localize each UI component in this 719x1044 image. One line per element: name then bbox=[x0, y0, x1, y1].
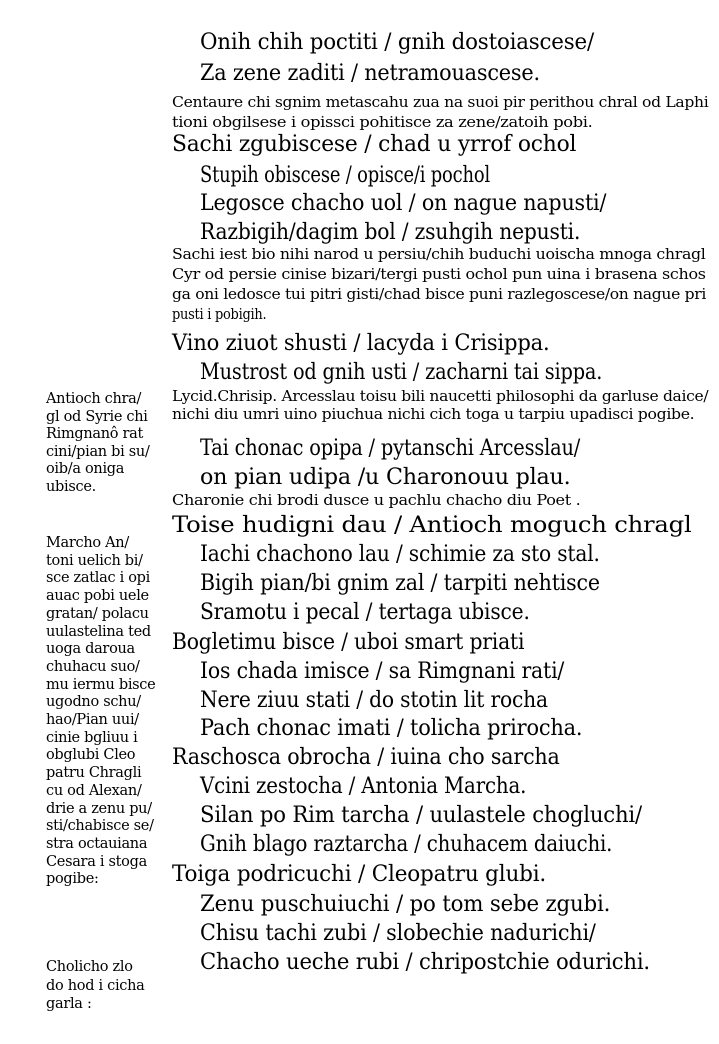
commentary-line: Centaure chi sgnim metascahu zua na suoi pir perithou chral od Laphi bbox=[172, 95, 709, 111]
margin-note-line: Marcho An/ bbox=[46, 535, 129, 551]
verse-line: Vcini zestocha / Antonia Marcha. bbox=[200, 774, 527, 799]
verse-line: Razbigih/dagim bol / zsuhgih nepusti. bbox=[200, 220, 581, 245]
margin-note-line: ugodno schu/ bbox=[46, 694, 141, 711]
margin-note-line: pogibe: bbox=[46, 871, 99, 888]
verse-line: Zenu puschuiuchi / po tom sebe zgubi. bbox=[200, 892, 611, 917]
verse-line: Bogletimu bisce / uboi smart priati bbox=[172, 630, 525, 655]
verse-line: Chisu tachi zubi / slobechie nadurichi/ bbox=[200, 921, 596, 946]
commentary-line: Charonie chi brodi dusce u pachlu chacho diu Poet . bbox=[172, 493, 581, 509]
margin-note-line: patru Chragli bbox=[46, 765, 142, 782]
commentary-line: ga oni ledosce tui pitri gisti/chad bisce puni razlegoscese/on nague pri bbox=[172, 287, 706, 303]
commentary-line: tioni obgilsese i opissci pohitisce za zene/zatoih pobi. bbox=[172, 115, 593, 131]
verse-line: Nere ziuu stati / do stotin lit rocha bbox=[200, 688, 548, 713]
margin-note-line: auac pobi uele bbox=[46, 588, 149, 605]
verse-line: Sachi zgubiscese / chad u yrrof ochol bbox=[172, 132, 577, 157]
margin-note-line: Rimgnanô rat bbox=[46, 426, 144, 443]
margin-note-line: sti/chabisce se/ bbox=[46, 818, 154, 835]
margin-note-line: gratan/ polacu bbox=[46, 605, 149, 622]
commentary-line: nichi diu umri uino piuchua nichi cich toga u tarpiu upadisci pogibe. bbox=[172, 407, 695, 423]
margin-note-line: Cesara i stoga bbox=[46, 853, 147, 870]
verse-line: Raschosca obrocha / iuina cho sarcha bbox=[172, 745, 560, 770]
verse-line: Legosce chacho uol / on nague napusti/ bbox=[200, 191, 607, 216]
commentary-line: Sachi iest bio nihi narod u persiu/chih buduchi uoischa mnoga chragl bbox=[172, 247, 706, 263]
verse-line: Onih chih poctiti / gnih dostoiascese/ bbox=[200, 30, 594, 55]
margin-note-line: cini/pian bi su/ bbox=[46, 443, 150, 460]
commentary-line: Lycid.Chrisip. Arcesslau toisu bili naucetti philosophi da garluse daice/ bbox=[172, 389, 709, 405]
margin-note-line: obglubi Cleo bbox=[46, 747, 136, 764]
margin-note-line: drie a zenu pu/ bbox=[46, 800, 152, 817]
margin-note-line: sce zatlac i opi bbox=[46, 570, 150, 587]
margin-note-line: cu od Alexan/ bbox=[46, 782, 142, 799]
verse-line: Stupih obiscese / opisce/i pochol bbox=[200, 163, 491, 188]
margin-note-line: uoga daroua bbox=[46, 641, 135, 658]
verse-line: Bigih pian/bi gnim zal / tarpiti nehtisce bbox=[200, 571, 600, 596]
margin-note-line: chuhacu suo/ bbox=[46, 658, 140, 675]
verse-line: Pach chonac imati / tolicha prirocha. bbox=[200, 716, 583, 741]
verse-line: on pian udipa /u Charonouu plau. bbox=[200, 465, 571, 490]
verse-line: Chacho ueche rubi / chripostchie odurichi. bbox=[200, 950, 650, 975]
verse-line: Tai chonac opipa / pytanschi Arcesslau/ bbox=[200, 436, 581, 461]
commentary-line: pusti i pobigih. bbox=[172, 307, 267, 323]
verse-line: Mustrost od gnih usti / zacharni tai sippa. bbox=[200, 360, 603, 385]
verse-line: Silan po Rim tarcha / uulastele chogluchi/ bbox=[200, 803, 642, 828]
margin-note-line: uulastelina ted bbox=[46, 623, 151, 640]
verse-line: Iachi chachono lau / schimie za sto stal. bbox=[200, 542, 600, 567]
margin-note-line: oib/a oniga bbox=[46, 461, 125, 478]
margin-note-line: gl od Syrie chi bbox=[46, 408, 148, 425]
margin-note-line: Antioch chra/ bbox=[46, 391, 142, 407]
margin-note-line: cinie bgliuu i bbox=[46, 729, 138, 746]
margin-note-line: stra octauiana bbox=[46, 835, 148, 852]
margin-note-line: mu iermu bisce bbox=[46, 676, 156, 693]
margin-note-line: garla : bbox=[46, 996, 92, 1012]
margin-note-line: toni uelich bi/ bbox=[46, 552, 143, 569]
verse-line: Sramotu i pecal / tertaga ubisce. bbox=[200, 600, 530, 625]
margin-note-line: ubisce. bbox=[46, 479, 96, 495]
verse-line: Vino ziuot shusti / lacyda i Crisippa. bbox=[172, 331, 550, 356]
verse-line: Za zene zaditi / netramouascese. bbox=[200, 61, 540, 86]
commentary-line: Cyr od persie cinise bizari/tergi pusti ochol pun uina i brasena schos bbox=[172, 267, 706, 283]
verse-line: Gnih blago raztarcha / chuhacem daiuchi. bbox=[200, 832, 613, 857]
margin-note-line: Cholicho zlo bbox=[46, 959, 133, 975]
margin-note-line: do hod i cicha bbox=[46, 977, 145, 994]
verse-line: Toise hudigni dau / Antioch moguch chragl bbox=[172, 513, 692, 538]
margin-note-line: hao/Pian uui/ bbox=[46, 712, 139, 728]
verse-line: Toiga podricuchi / Cleopatru glubi. bbox=[172, 862, 547, 887]
verse-line: Ios chada imisce / sa Rimgnani rati/ bbox=[200, 659, 565, 684]
